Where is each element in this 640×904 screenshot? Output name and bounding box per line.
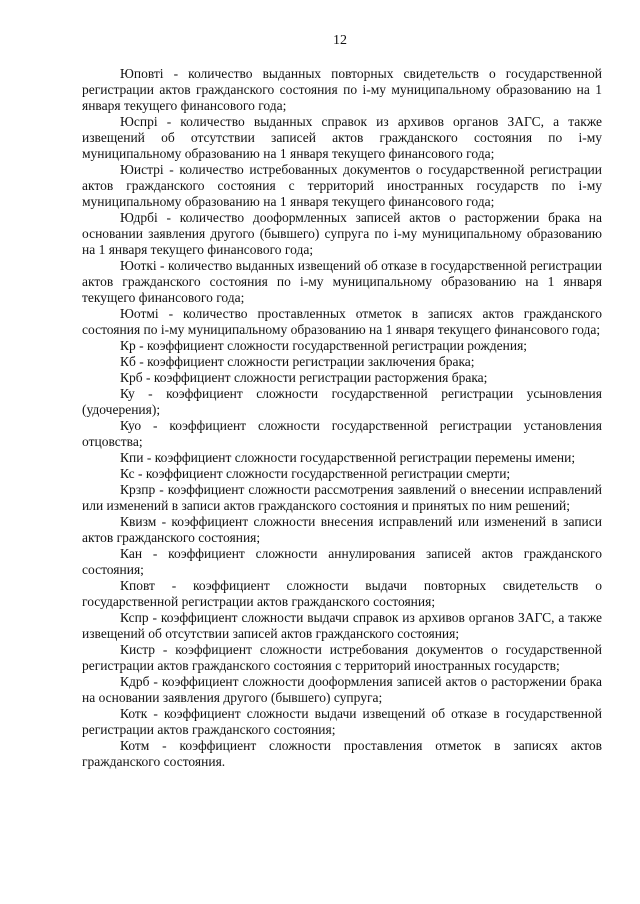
definition-paragraph: Котк - коэффициент сложности выдачи извещений об отказе в государственной регистрации актов гражданского состояния;: [82, 706, 602, 737]
definition-paragraph: Куо - коэффициент сложности государственной регистрации установления отцовства;: [82, 418, 602, 449]
definition-paragraph: Ку - коэффициент сложности государственной регистрации усыновления (удочерения);: [82, 386, 602, 417]
definition-paragraph: Кс - коэффициент сложности государственной регистрации смерти;: [120, 466, 511, 481]
definition-paragraph: Юповті - количество выданных повторных свидетельств о государственной регистрации актов гражданского состояния по і-му муниципальному образованию на 1 января текущего финансового года;: [82, 66, 602, 113]
definition-paragraph: Юоткі - количество выданных извещений об отказе в государственной регистрации актов гражданского состояния по і-му муниципальному образованию на 1 января текущего финансового года;: [82, 258, 602, 305]
definition-paragraph: Квизм - коэффициент сложности внесения исправлений или изменений в записи актов гражданского состояния;: [82, 514, 602, 545]
document-body: [82, 66, 602, 770]
definition-paragraph: Юотмі - количество проставленных отметок в записях актов гражданского состояния по і-му муниципальному образованию на 1 января текущего финансового года;: [82, 306, 602, 337]
definition-paragraph: Кистр - коэффициент сложности истребования документов о государственной регистрации актов гражданского состояния с территорий иностранных государств;: [82, 642, 602, 673]
definition-paragraph: Котм - коэффициент сложности проставления отметок в записях актов гражданского состояния.: [82, 738, 602, 769]
definition-paragraph: Кб - коэффициент сложности регистрации заключения брака;: [120, 354, 475, 369]
definition-paragraph: Кповт - коэффициент сложности выдачи повторных свидетельств о государственной регистрации актов гражданского состояния;: [82, 578, 602, 609]
definition-paragraph: Юистрі - количество истребованных документов о государственной регистрации актов гражданского состояния с территорий иностранных государств по і-му муниципальному образованию на 1 января текущего финансового года;: [82, 162, 602, 209]
definition-paragraph: Кспр - коэффициент сложности выдачи справок из архивов органов ЗАГС, а также извещений об отсутствии записей актов гражданского состояния;: [82, 610, 602, 641]
page-number: 12: [333, 33, 347, 48]
definition-paragraph: Кан - коэффициент сложности аннулирования записей актов гражданского состояния;: [82, 546, 602, 577]
definition-paragraph: Юспрі - количество выданных справок из архивов органов ЗАГС, а также извещений об отсутствии записей актов гражданского состояния по і-му муниципальному образованию на 1 января текущего финансового года;: [82, 114, 602, 161]
definition-paragraph: Крзпр - коэффициент сложности рассмотрения заявлений о внесении исправлений или изменений в записи актов гражданского состояния и принятых по ним решений;: [82, 482, 602, 513]
definition-paragraph: Кр - коэффициент сложности государственной регистрации рождения;: [120, 338, 528, 353]
definition-paragraph: Кпи - коэффициент сложности государственной регистрации перемены имени;: [120, 450, 576, 465]
definition-paragraph: Крб - коэффициент сложности регистрации расторжения брака;: [120, 370, 488, 385]
definition-paragraph: Кдрб - коэффициент сложности дооформления записей актов о расторжении брака на основании заявления другого (бывшего) супруга;: [82, 674, 602, 705]
definition-paragraph: Юдрбі - количество дооформленных записей актов о расторжении брака на основании заявления другого (бывшего) супруга по і-му муниципальному образованию на 1 января текущего финансового года;: [82, 210, 602, 257]
